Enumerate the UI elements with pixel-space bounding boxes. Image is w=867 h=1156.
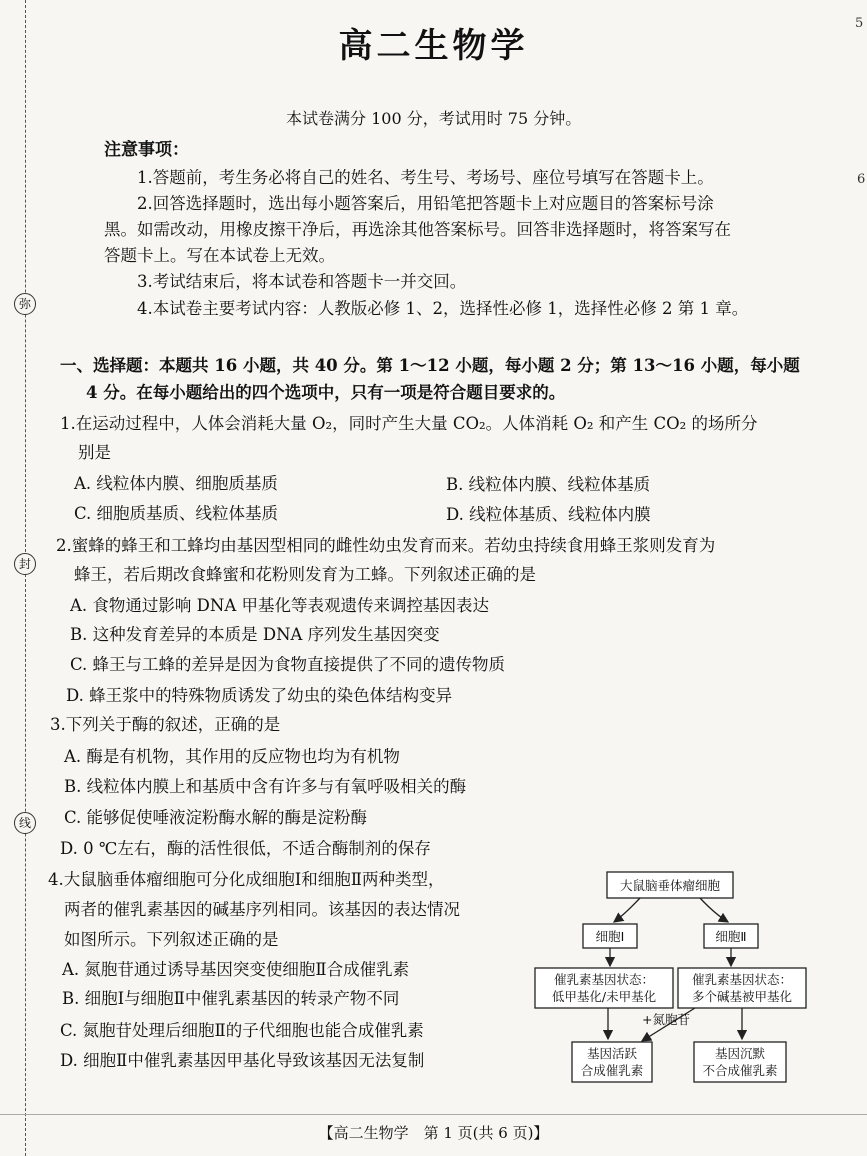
notes-heading: 注意事项： — [104, 140, 189, 160]
page-footer: 【高二生物学 第 1 页(共 6 页)】 — [318, 1124, 549, 1142]
binding-dashed-line — [25, 0, 26, 1156]
q4-option-b: B. 细胞Ⅰ与细胞Ⅱ中催乳素基因的转录产物不同 — [62, 989, 400, 1008]
exam-info: 本试卷满分 100 分，考试用时 75 分钟。 — [286, 109, 582, 128]
q1-option-a: A. 线粒体内膜、细胞质基质 — [74, 474, 278, 493]
q2-option-c: C. 蜂王与工蜂的差异是因为食物直接提供了不同的遗传物质 — [70, 655, 506, 674]
arrow-root-to-cell1 — [614, 898, 640, 922]
note-line-6: 4.本试卷主要考试内容：人教版必修 1、2，选择性必修 1，选择性必修 2 第 1 章。 — [137, 299, 749, 318]
q1-option-d: D. 线粒体基质、线粒体内膜 — [446, 505, 651, 524]
diagram-drug-label: +氮胞苷 — [642, 1012, 690, 1027]
q4-option-c: C. 氮胞苷处理后细胞Ⅱ的子代细胞也能合成催乳素 — [60, 1021, 424, 1040]
q4-stem-line-3: 如图所示。下列叙述正确的是 — [64, 930, 279, 949]
q3-stem: 3.下列关于酶的叙述，正确的是 — [50, 715, 281, 734]
q2-stem-line-2: 蜂王，若后期改食蜂蜜和花粉则发育为工蜂。下列叙述正确的是 — [74, 565, 536, 584]
diagram-cell1-label: 细胞Ⅰ — [595, 929, 625, 944]
note-line-3: 黑。如需改动，用橡皮擦干净后，再选涂其他答案标号。回答非选择题时，将答案写在 — [104, 220, 731, 239]
q4-stem-line-2: 两者的催乳素基因的碱基序列相同。该基因的表达情况 — [64, 900, 460, 919]
q1-stem-line-2: 别是 — [78, 443, 111, 462]
diagram-active-line1: 基因活跃 — [586, 1046, 638, 1061]
note-line-2: 2.回答选择题时，选出每小题答案后，用铅笔把答题卡上对应题目的答案标号涂 — [137, 194, 714, 213]
corner-number-top: 5 — [855, 16, 864, 31]
corner-number-mid: 6 — [857, 172, 866, 187]
q2-option-a: A. 食物通过影响 DNA 甲基化等表观遗传来调控基因表达 — [70, 596, 489, 615]
diagram-cell2-label: 细胞Ⅱ — [715, 929, 747, 944]
note-line-1: 1.答题前，考生务必将自己的姓名、考生号、考场号、座位号填写在答题卡上。 — [137, 168, 714, 187]
side-mark-feng: 封 — [14, 553, 36, 575]
note-line-4: 答题卡上。写在本试卷上无效。 — [104, 246, 335, 265]
diagram-silent-line1: 基因沉默 — [714, 1046, 766, 1061]
diagram-silent-line2: 不合成催乳素 — [702, 1063, 778, 1078]
side-mark-mi: 弥 — [14, 293, 36, 315]
section-header-line-1: 一、选择题：本题共 16 小题，共 40 分。第 1～12 小题，每小题 2 分；第 13～16 小题，每小题 — [60, 356, 800, 375]
q2-stem-line-1: 2.蜜蜂的蜂王和工蜂均由基因型相同的雌性幼虫发育而来。若幼虫持续食用蜂王浆则发育为 — [56, 536, 716, 555]
q3-option-c: C. 能够促使唾液淀粉酶水解的酶是淀粉酶 — [64, 808, 368, 827]
diagram-state1-line2: 低甲基化/未甲基化 — [551, 989, 657, 1004]
q4-stem-line-1: 4.大鼠脑垂体瘤细胞可分化成细胞Ⅰ和细胞Ⅱ两种类型， — [48, 870, 445, 889]
q4-option-d: D. 细胞Ⅱ中催乳素基因甲基化导致该基因无法复制 — [60, 1051, 425, 1070]
page-title: 高二生物学 — [338, 26, 529, 66]
q1-option-c: C. 细胞质基质、线粒体基质 — [74, 504, 279, 523]
q4-option-a: A. 氮胞苷通过诱导基因突变使细胞Ⅱ合成催乳素 — [62, 960, 410, 979]
q1-stem-line-1: 1.在运动过程中，人体会消耗大量 O₂，同时产生大量 CO₂。人体消耗 O₂ 和产生 CO₂ 的场所分 — [60, 414, 758, 433]
diagram-root-label: 大鼠脑垂体瘤细胞 — [619, 878, 721, 893]
section-header-line-2: 4 分。在每小题给出的四个选项中，只有一项是符合题目要求的。 — [86, 383, 566, 402]
q2-option-b: B. 这种发育差异的本质是 DNA 序列发生基因突变 — [70, 625, 440, 644]
diagram-state1-line1: 催乳素基因状态： — [553, 972, 655, 987]
diagram-state2-line2: 多个碱基被甲基化 — [691, 989, 793, 1004]
q2-option-d: D. 蜂王浆中的特殊物质诱发了幼虫的染色体结构变异 — [66, 686, 453, 705]
diagram-active-line2: 合成催乳素 — [580, 1063, 644, 1078]
q3-option-d: D. 0 ℃左右，酶的活性很低，不适合酶制剂的保存 — [60, 839, 431, 858]
q3-option-a: A. 酶是有机物，其作用的反应物也均为有机物 — [64, 747, 400, 766]
q1-option-b: B. 线粒体内膜、线粒体基质 — [446, 475, 651, 494]
q3-option-b: B. 线粒体内膜上和基质中含有许多与有氧呼吸相关的酶 — [64, 777, 467, 796]
note-line-5: 3.考试结束后，将本试卷和答题卡一并交回。 — [137, 272, 467, 291]
q4-flow-diagram — [530, 866, 820, 1088]
diagram-state2-line1: 催乳素基因状态： — [691, 972, 793, 987]
arrow-root-to-cell2 — [700, 898, 728, 922]
footer-rule — [0, 1114, 867, 1115]
side-mark-xian: 线 — [14, 812, 36, 834]
